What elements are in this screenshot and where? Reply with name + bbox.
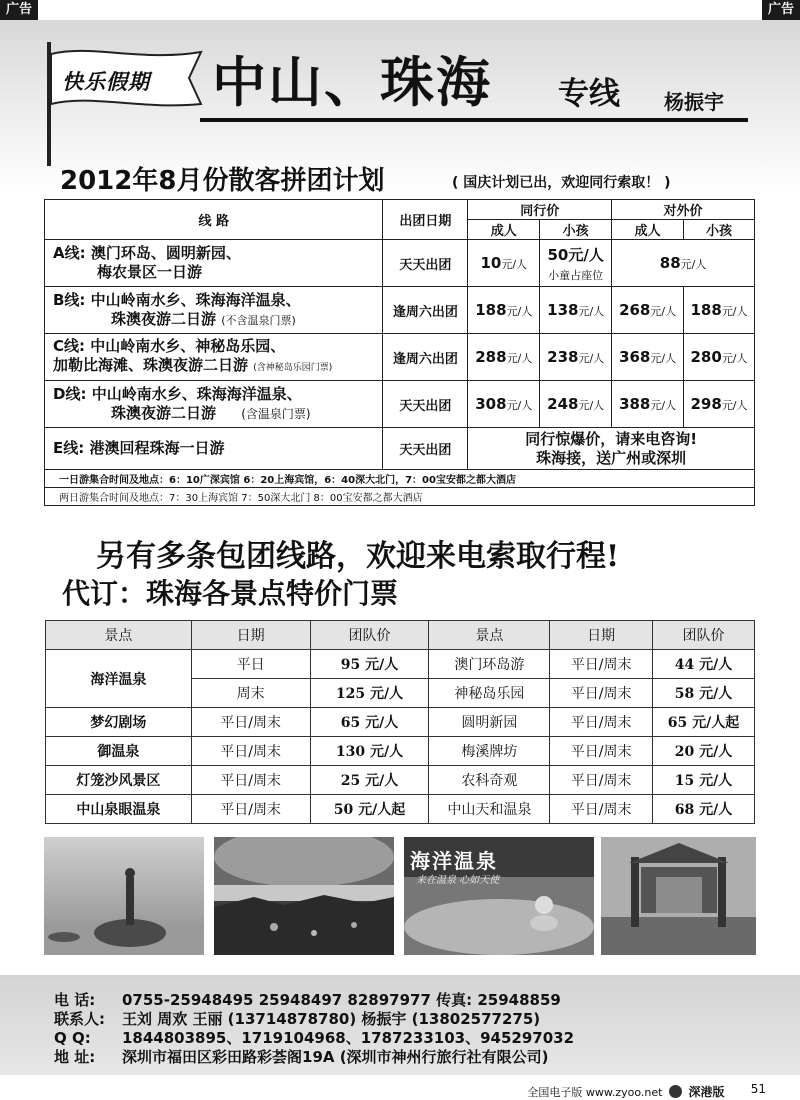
route-note: (含温泉门票) xyxy=(241,406,311,421)
price-cell xyxy=(540,381,612,428)
route-cell xyxy=(45,287,383,334)
coast-photo xyxy=(214,837,394,955)
price-value: 268 xyxy=(619,301,651,319)
line-letter: B线: xyxy=(53,290,86,309)
price-cell xyxy=(468,287,540,334)
price-value: 248 xyxy=(547,395,579,413)
phone-row xyxy=(54,989,561,1010)
date-cell: 平日/周末 xyxy=(191,766,310,795)
date-cell: 周末 xyxy=(191,679,310,708)
depart-cell: 天天出团 xyxy=(383,381,468,428)
price-value: 308 xyxy=(475,395,507,413)
price-value: 10 xyxy=(480,254,502,272)
plan-title: 2012年8月份散客拼团计划 xyxy=(60,166,385,196)
contact-person-value: 王刘 周欢 王丽 (13714878780) 杨振宇 (13802577275) xyxy=(122,1010,541,1028)
header-trade-price: 同行价 xyxy=(468,200,612,220)
price-value: 238 xyxy=(547,348,579,366)
enquiry-cell xyxy=(468,428,755,470)
date-cell: 平日/周末 xyxy=(550,795,653,824)
header-trade-child: 小孩 xyxy=(540,220,612,240)
footer-edition: 深港版 xyxy=(688,1085,725,1099)
price-value: 188 xyxy=(475,301,507,319)
hot-spring-photo xyxy=(404,837,594,955)
depart-cell: 逢周六出团 xyxy=(383,334,468,381)
price-unit: 元/人 xyxy=(650,305,677,318)
photo-strip xyxy=(44,837,756,955)
price-unit: 元/人 xyxy=(721,352,748,365)
price-cell: 95 元/人 xyxy=(310,650,429,679)
enquiry-line2: 珠海接，送广州或深圳 xyxy=(536,448,687,467)
table-row xyxy=(45,287,755,334)
price-cell xyxy=(540,287,612,334)
route-line2: 珠澳夜游二日游 xyxy=(111,403,217,422)
header-trade-adult: 成人 xyxy=(468,220,540,240)
header-date: 日期 xyxy=(191,621,310,650)
route-cell xyxy=(45,334,383,381)
spot-name: 农科奇观 xyxy=(429,766,550,795)
address-row xyxy=(54,1046,548,1067)
line-letter: A线: xyxy=(53,244,86,262)
contact-person-row xyxy=(54,1008,540,1029)
price-cell xyxy=(468,240,540,287)
price-cell xyxy=(684,287,755,334)
date-cell: 平日 xyxy=(191,650,310,679)
price-unit: 元/人 xyxy=(506,352,533,365)
route-cell xyxy=(45,428,383,470)
plan-note: ( 国庆计划已出，欢迎同行索取！ ) xyxy=(452,175,671,191)
table-row xyxy=(45,381,755,428)
line-letter: E线: xyxy=(53,439,85,457)
address-value: 深圳市福田区彩田路彩荟阁19A (深圳市神州行旅行社有限公司) xyxy=(122,1048,549,1066)
price-cell: 65 元/人起 xyxy=(653,708,755,737)
header-spot: 景点 xyxy=(46,621,192,650)
header-public-adult: 成人 xyxy=(612,220,684,240)
price-unit: 元/人 xyxy=(578,352,605,365)
price-cell: 125 元/人 xyxy=(310,679,429,708)
phone-value: 0755-25948495 25948497 82897977 传真: 25948859 xyxy=(122,991,561,1009)
price-value: 388 xyxy=(619,395,651,413)
header-group-price: 团队价 xyxy=(653,621,755,650)
price-cell: 15 元/人 xyxy=(653,766,755,795)
price-unit: 元/人 xyxy=(680,258,707,271)
price-cell xyxy=(684,381,755,428)
enquiry-line1: 同行惊爆价，请来电咨询! xyxy=(525,429,698,448)
ticket-header-row xyxy=(46,621,755,650)
tickets-title: 代订：珠海各景点特价门票 xyxy=(62,577,399,610)
route-line2: 加勒比海滩、珠澳夜游二日游 xyxy=(53,355,249,374)
price-unit: 元/人 xyxy=(650,399,677,412)
route-line2: 梅农景区一日游 xyxy=(97,263,203,281)
spot-name: 神秘岛乐园 xyxy=(429,679,550,708)
table-row xyxy=(45,240,755,287)
table-row xyxy=(45,334,755,381)
route-line1: 中山岭南水乡、神秘岛乐园、 xyxy=(90,336,286,355)
date-cell: 平日/周末 xyxy=(191,737,310,766)
header-depart: 出团日期 xyxy=(383,200,468,240)
spot-name: 灯笼沙风景区 xyxy=(46,766,192,795)
price-unit: 元/人 xyxy=(721,305,748,318)
ad-label-left: 广告 xyxy=(0,0,38,20)
header-public-price: 对外价 xyxy=(612,200,755,220)
tour-table xyxy=(44,199,755,506)
page-number: 51 xyxy=(750,1082,766,1096)
route-note: (不含温泉门票) xyxy=(221,313,296,327)
date-cell: 平日/周末 xyxy=(550,679,653,708)
price-cell xyxy=(684,334,755,381)
price-value: 50元/人 xyxy=(547,245,604,264)
date-cell: 平日/周末 xyxy=(191,795,310,824)
price-cell: 58 元/人 xyxy=(653,679,755,708)
price-unit: 元/人 xyxy=(506,305,533,318)
price-cell: 25 元/人 xyxy=(310,766,429,795)
table-row xyxy=(46,708,755,737)
price-unit: 元/人 xyxy=(650,352,677,365)
price-value: 298 xyxy=(690,395,722,413)
price-cell: 130 元/人 xyxy=(310,737,429,766)
ad-label-right: 广告 xyxy=(762,0,800,20)
route-line1: 中山岭南水乡、珠海海洋温泉、 xyxy=(91,384,302,403)
price-unit: 元/人 xyxy=(506,399,533,412)
page-subtitle: 专线 xyxy=(558,76,620,112)
contact-panel xyxy=(0,975,800,1075)
header-route: 线 路 xyxy=(45,200,383,240)
qq-value: 1844803895、1719104968、1787233103、945297032 xyxy=(122,1029,575,1047)
date-cell: 平日/周末 xyxy=(550,737,653,766)
price-value: 280 xyxy=(690,348,722,366)
price-cell: 20 元/人 xyxy=(653,737,755,766)
table-row xyxy=(46,650,755,679)
spot-name: 澳门环岛游 xyxy=(429,650,550,679)
route-note: (含神秘岛乐园门票) xyxy=(253,362,333,373)
depart-cell: 天天出团 xyxy=(383,240,468,287)
ticket-table xyxy=(45,620,755,824)
price-value: 138 xyxy=(547,301,579,319)
price-cell: 65 元/人 xyxy=(310,708,429,737)
header-date: 日期 xyxy=(550,621,653,650)
footer xyxy=(527,1083,750,1100)
route-cell xyxy=(45,381,383,428)
spot-name: 梅溪牌坊 xyxy=(429,737,550,766)
table-row xyxy=(46,766,755,795)
table-row xyxy=(45,428,755,470)
price-unit: 元/人 xyxy=(721,399,748,412)
page-title: 中山、珠海 xyxy=(212,50,492,114)
depart-cell: 天天出团 xyxy=(383,428,468,470)
flag-text: 快乐假期 xyxy=(62,70,150,94)
spot-name: 梦幻剧场 xyxy=(46,708,192,737)
footer-site: 全国电子版 www.zyoo.net xyxy=(527,1086,663,1099)
price-cell: 68 元/人 xyxy=(653,795,755,824)
title-rule xyxy=(200,118,748,122)
spot-name: 圆明新园 xyxy=(429,708,550,737)
phone-label: 电 话: xyxy=(54,991,96,1009)
date-cell: 平日/周末 xyxy=(550,650,653,679)
spot-name: 御温泉 xyxy=(46,737,192,766)
price-cell xyxy=(540,334,612,381)
depart-cell: 逢周六出团 xyxy=(383,287,468,334)
price-unit: 元/人 xyxy=(501,258,528,271)
route-line1: 港澳回程珠海一日游 xyxy=(89,439,225,457)
hot-spring-caption: 海洋温泉 xyxy=(410,849,498,873)
price-unit: 元/人 xyxy=(578,305,605,318)
route-cell xyxy=(45,240,383,287)
hot-spring-subcaption: 来在温泉 心如天使 xyxy=(416,875,500,886)
price-cell: 50 元/人起 xyxy=(310,795,429,824)
spot-name: 海洋温泉 xyxy=(46,650,192,708)
spot-name: 中山泉眼温泉 xyxy=(46,795,192,824)
price-cell xyxy=(540,240,612,287)
footer-logo-icon xyxy=(669,1085,682,1098)
route-line1: 澳门环岛、圆明新园、 xyxy=(90,244,241,262)
price-cell: 44 元/人 xyxy=(653,650,755,679)
route-line1: 中山岭南水乡、珠海海洋温泉、 xyxy=(90,290,301,309)
address-label: 地 址: xyxy=(54,1048,96,1066)
price-cell xyxy=(612,334,684,381)
one-day-assembly-note: 一日游集合时间及地点：6：10广深宾馆 6：20上海宾馆，6：40深大北门，7：00宝安都之都大酒店 xyxy=(45,470,755,488)
price-value: 88 xyxy=(659,254,681,272)
header-spot: 景点 xyxy=(429,621,550,650)
date-cell: 平日/周末 xyxy=(191,708,310,737)
price-cell xyxy=(612,287,684,334)
contact-person-label: 联系人: xyxy=(54,1010,105,1028)
price-cell xyxy=(468,381,540,428)
spot-name: 中山天和温泉 xyxy=(429,795,550,824)
price-value: 368 xyxy=(619,348,651,366)
price-value: 188 xyxy=(690,301,722,319)
route-line2: 珠澳夜游二日游 xyxy=(111,309,217,328)
table-row xyxy=(46,737,755,766)
price-cell xyxy=(468,334,540,381)
header-public-child: 小孩 xyxy=(684,220,755,240)
archway-photo xyxy=(601,837,756,955)
price-cell xyxy=(612,381,684,428)
two-day-assembly-note: 两日游集合时间及地点：7：30上海宾馆 7：50深大北门 8：00宝安都之都大酒店 xyxy=(45,488,755,506)
promo-text: 另有多条包团线路，欢迎来电索取行程! xyxy=(96,539,620,574)
qq-row xyxy=(54,1027,574,1048)
date-cell: 平日/周末 xyxy=(550,766,653,795)
date-cell: 平日/周末 xyxy=(550,708,653,737)
price-value: 288 xyxy=(475,348,507,366)
price-cell xyxy=(612,240,755,287)
line-letter: C线: xyxy=(53,336,86,355)
child-seat-note: 小童占座位 xyxy=(548,268,604,282)
qq-label: Q Q: xyxy=(54,1029,91,1047)
line-letter: D线: xyxy=(53,384,87,403)
price-unit: 元/人 xyxy=(578,399,605,412)
author-name: 杨振宇 xyxy=(664,90,724,114)
statue-photo xyxy=(44,837,204,955)
table-row xyxy=(46,795,755,824)
header-group-price: 团队价 xyxy=(310,621,429,650)
